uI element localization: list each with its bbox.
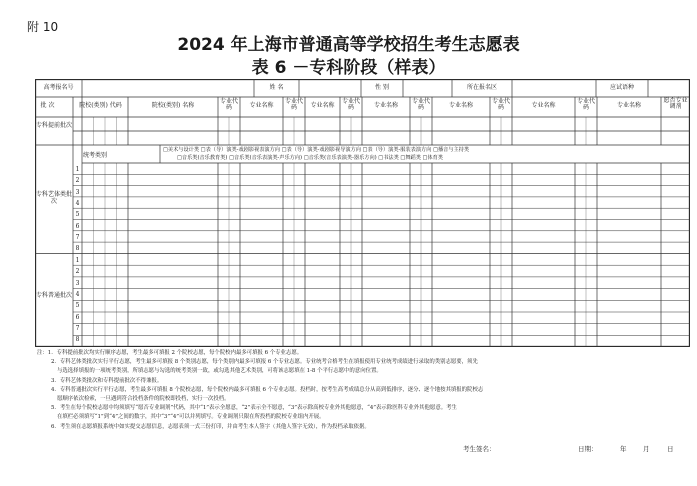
name-field[interactable] [299,79,361,97]
col-major-code-6: 专业代码 [576,98,595,111]
arts-row-number: 3 [75,188,80,196]
regular-row-number: 7 [75,324,80,332]
arts-row-number: 6 [75,222,80,230]
col-major-code-4: 专业代码 [411,98,430,111]
date-month: 月 [643,445,650,453]
col-major-name-1: 专业名称 [249,102,274,109]
page-title: 2024 年上海市普通高等学校招生考生志愿表 [177,35,520,55]
col-major-code-3: 专业代码 [341,98,360,111]
note-4: 4．专科普通批次实行平行志愿，考生最多可填报 8 个院校志愿，每个院校内最多可填报 6 个专业志愿。投档时，按考生高考成绩总分从高到低排序，逐分、逐个地按其填报的院校志 [51,386,484,393]
col-major-name-2: 专业名称 [310,102,335,109]
district-label: 所在报名区 [466,84,497,91]
col-adjust: 愿否专业调剂 [663,97,688,110]
regular-row-number: 6 [75,313,80,321]
date-year: 年 [620,445,627,453]
col-major-code-1: 专业代码 [219,98,238,111]
foreign-lang-label: 应试语种 [609,84,634,91]
exam-no-label: 高考报名号 [43,84,74,91]
notes-section [37,349,689,432]
note-2: 2．专科艺体类批次实行平行志愿，考生最多可填报 8 个类别志愿，每个类别内最多可填报 6 个专业志愿。专业统考合格考生在填报使用专业统考成绩进行录取的类别志愿要，须先 [51,359,478,366]
date-label: 日期： [578,445,598,453]
col-major-name-4: 专业名称 [448,102,473,109]
arts-row-number: 2 [75,177,80,185]
regular-row-number: 4 [75,290,80,298]
regular-row-number: 2 [75,268,80,276]
note-5-cont: 在填栏必须填写“1”到“4”之间的数字，其中“3”“4”可以并列填写。专业调剂只限在所投档的院校专业组内开展。 [57,414,325,421]
note-1: 注：1．专科提前批次均实行顺序志愿，考生最多可填报 2 个院校志愿，每个院校内最多可填报 6 个专业志愿。 [37,350,303,356]
signature-label: 考生签名： [463,445,496,453]
name-label: 姓 名 [269,84,284,91]
date-day: 日 [667,445,674,453]
gender-label: 性 别 [375,84,389,91]
arts-options-line1[interactable]: □美术与设计类 □表（导）演类-戏剧影视表演方向 □表（导）演类-戏剧影视导演方向 □表（导）演类-服装表演方向 □播音与主持类 [163,147,470,153]
arts-options-line2[interactable]: □音乐类(音乐教育类) □音乐类(音乐表演类-声乐方向) □音乐类(音乐表演类-器乐方向) □书法类 □舞蹈类 □体育类 [177,155,443,161]
foreign-lang-field[interactable] [648,79,690,97]
regular-row-number: 8 [75,336,80,344]
annex-label: 附 10 [27,20,59,34]
batch-early-label: 专科提前批次 [35,122,72,129]
regular-row-number: 3 [75,279,80,287]
arts-row-number: 1 [75,166,80,173]
col-major-name-6: 专业名称 [616,102,641,109]
arts-category-label: 统考类别 [83,152,108,159]
exam-no-field[interactable] [82,79,254,97]
note-4-cont: 愿顺序依次检索，一旦遇到符合投档条件的院校即投档，实行一次投档。 [57,396,230,403]
arts-row-number: 7 [75,233,80,241]
regular-row-number: 5 [75,302,80,310]
batch-arts-label: 专科艺体类批次 [35,191,72,205]
arts-row-number: 8 [75,245,80,253]
district-field[interactable] [512,79,596,97]
signature-field[interactable] [510,444,550,454]
col-school-code: 院校(类别) 代码 [79,102,122,109]
note-2-cont: 与选选择填报的一项统考类别，所填志愿与勾选的统考类别一致，或勾选其他艺术类别，可将该志愿填在 1-8 个平行志愿中的意向位置。 [57,368,382,375]
gender-field[interactable] [403,79,452,97]
arts-row-number: 4 [75,199,80,207]
col-major-name-5: 专业名称 [531,102,556,109]
note-6: 6．考生须在志愿填报系统中如实提交志愿信息，志愿表须一式三份打印，并由考生本人签字（其他人签字无效），作为投档录取依据。 [51,423,370,430]
batch-regular-label: 专科普通批次 [35,292,72,299]
regular-row-number: 1 [75,257,80,264]
note-5: 5．考生在每个院校志愿中均须填写“愿否专业调剂”代码，其中“1”表示全愿意，“2”表示全不愿意，“3”表示除高校专业外其他愿意，“4”表示除医科专业外其他愿意。考生 [51,405,457,412]
col-school-name: 院校(类别) 名称 [151,102,195,109]
arts-row-number: 5 [75,211,80,219]
note-3: 3．专科艺体类批次和专科提前批次不得兼报。 [51,377,163,384]
page-subtitle: 表 6 －专科阶段（样表） [251,58,446,78]
col-major-code-5: 专业代码 [491,98,510,111]
form-grid [35,79,690,347]
application-form [35,79,690,347]
col-batch: 批 次 [40,102,55,109]
col-major-code-2: 专业代码 [284,98,303,111]
col-major-name-3: 专业名称 [373,102,398,109]
